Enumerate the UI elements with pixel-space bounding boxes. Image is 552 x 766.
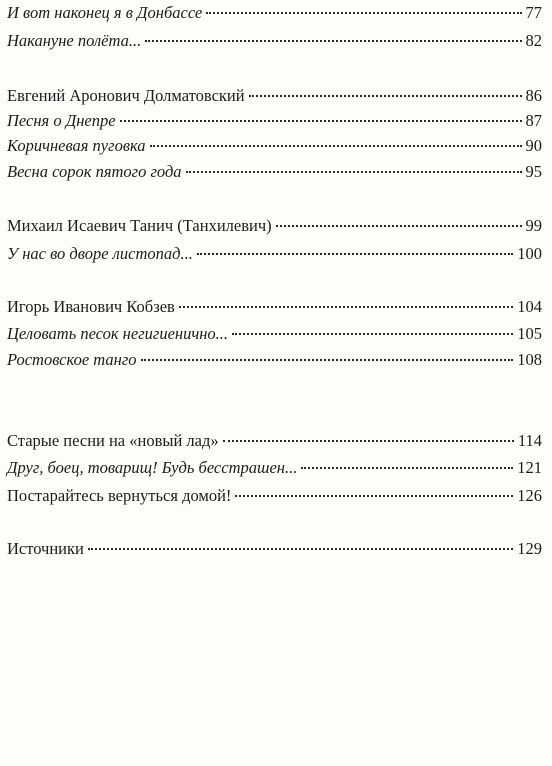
toc-entry-title: Источники xyxy=(7,539,84,558)
dot-leader xyxy=(276,225,522,227)
toc-entry-title: Друг, боец, товарищ! Будь бесстрашен... xyxy=(7,458,298,477)
toc-entry-title: Весна сорок пятого года xyxy=(7,162,182,181)
toc-entry xyxy=(7,348,542,372)
toc-entry-page: 95 xyxy=(525,162,542,181)
toc-entry xyxy=(7,214,542,238)
toc-entry xyxy=(7,295,542,319)
dot-leader xyxy=(301,467,513,469)
dot-leader xyxy=(223,440,514,442)
toc-entry-title: Песня о Днепре xyxy=(7,111,116,130)
dot-leader xyxy=(249,95,522,97)
dot-leader xyxy=(150,145,522,147)
toc-entry xyxy=(7,322,542,346)
toc-entry-title: Игорь Иванович Кобзев xyxy=(7,297,175,316)
toc-entry-title: Коричневая пуговка xyxy=(7,136,146,155)
toc-entry-page: 108 xyxy=(517,350,542,369)
dot-leader xyxy=(206,12,521,14)
toc-entry-page: 104 xyxy=(517,297,542,316)
dot-leader xyxy=(88,548,513,550)
toc-entry-title: Ростовское танго xyxy=(7,350,137,369)
dot-leader xyxy=(145,40,521,42)
toc-entry xyxy=(7,134,542,158)
toc-entry xyxy=(7,456,542,480)
toc-entry xyxy=(7,84,542,108)
toc-entry xyxy=(7,109,542,133)
toc-entry xyxy=(7,429,542,453)
toc-entry-title: Целовать песок негигиенично... xyxy=(7,324,229,343)
toc-entry xyxy=(7,242,542,266)
toc-entry-page: 77 xyxy=(525,3,542,22)
dot-leader xyxy=(197,253,513,255)
toc-entry-page: 86 xyxy=(525,86,542,105)
toc-entry xyxy=(7,1,542,25)
toc-entry-title: У нас во дворе листопад... xyxy=(7,244,193,263)
dot-leader xyxy=(141,359,514,361)
dot-leader xyxy=(120,120,522,122)
toc-entry-page: 90 xyxy=(525,136,542,155)
toc-entry-title: И вот наконец я в Донбассе xyxy=(7,3,203,22)
toc-entry-page: 105 xyxy=(517,324,542,343)
toc-entry-page: 82 xyxy=(525,31,542,50)
toc-entry-page: 121 xyxy=(517,458,542,477)
toc-entry-page: 114 xyxy=(517,431,542,450)
toc-entry-title: Накануне полёта... xyxy=(7,31,142,50)
toc-entry-page: 87 xyxy=(525,111,542,130)
dot-leader xyxy=(186,171,522,173)
toc-entry-title: Евгений Аронович Долматовский xyxy=(7,86,245,105)
toc-entry xyxy=(7,29,542,53)
toc-entry-page: 100 xyxy=(517,244,542,263)
toc-entry-page: 99 xyxy=(525,216,542,235)
toc-entry xyxy=(7,537,542,561)
toc-entry xyxy=(7,160,542,184)
toc-entry-page: 126 xyxy=(517,486,542,505)
toc-entry-title: Старые песни на «новый лад» xyxy=(7,431,219,450)
toc-entry-title: Постарайтесь вернуться домой! xyxy=(7,486,232,505)
dot-leader xyxy=(235,495,513,497)
toc-entry-title: Михаил Исаевич Танич (Танхилевич) xyxy=(7,216,272,235)
dot-leader xyxy=(232,333,513,335)
dot-leader xyxy=(179,306,513,308)
toc-entry-page: 129 xyxy=(517,539,542,558)
toc-entry xyxy=(7,484,542,508)
